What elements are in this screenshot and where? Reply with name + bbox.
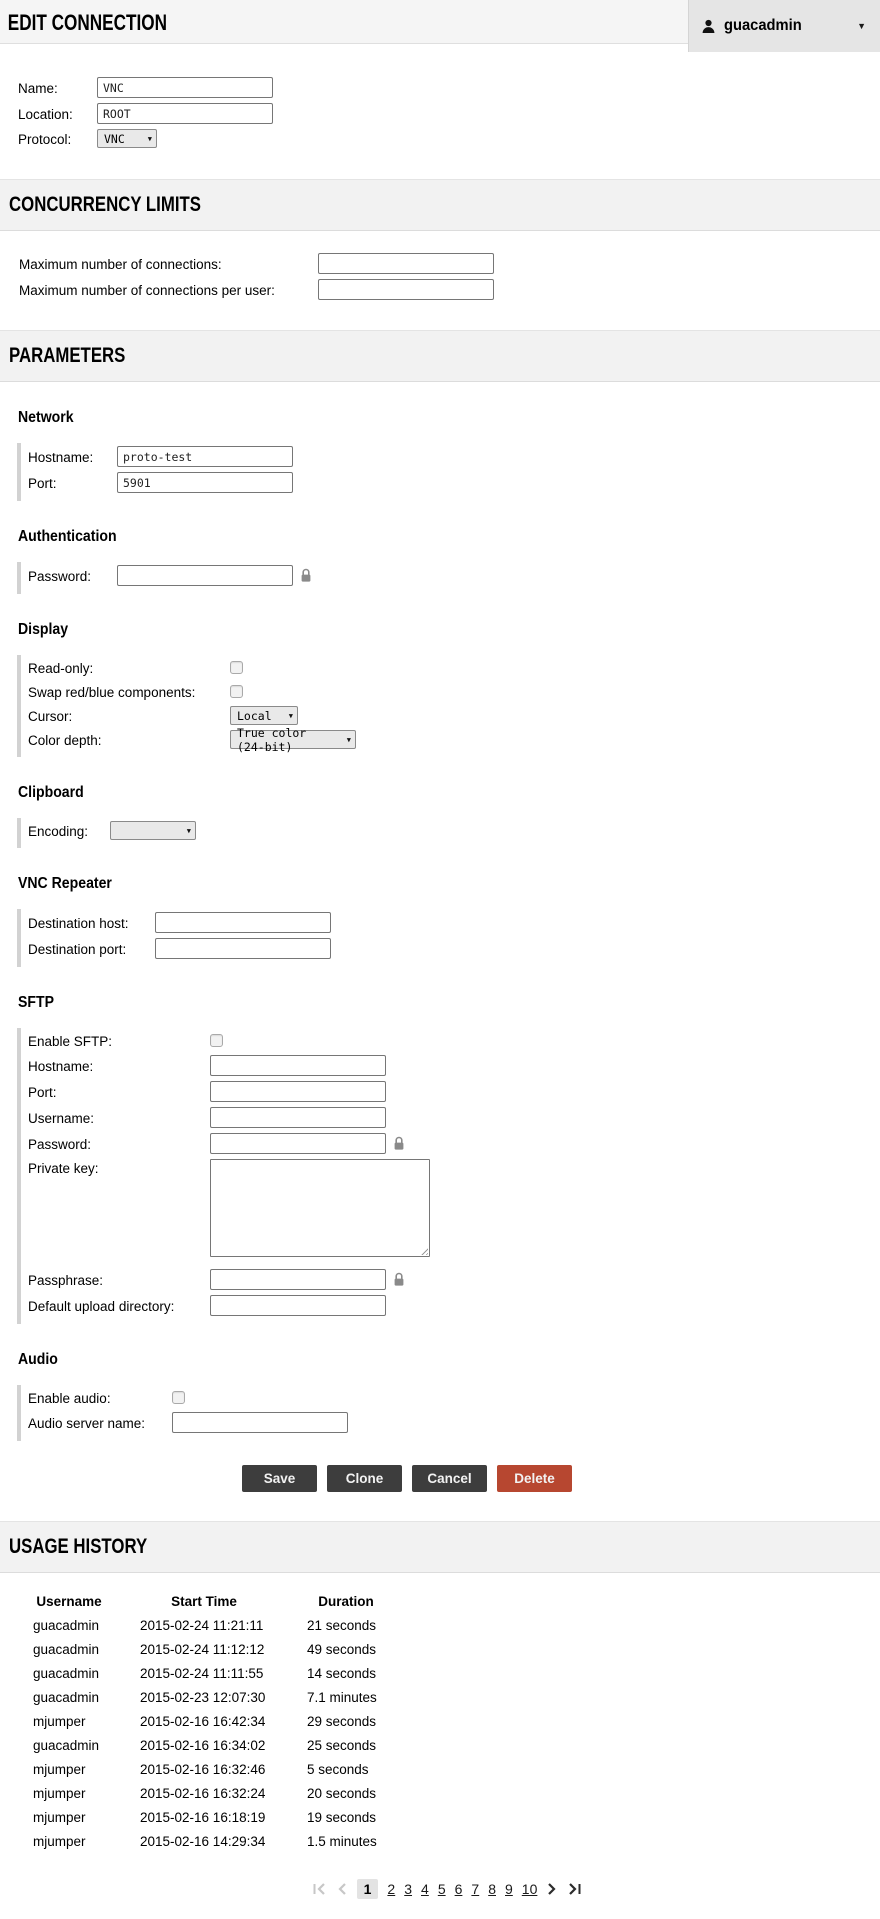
section-header-parameters <box>0 330 880 382</box>
sftp-upload-dir-label: Default upload directory: <box>28 1299 175 1314</box>
history-username-cell: guacadmin <box>33 1665 100 1681</box>
sftp-upload-dir-row <box>28 1295 880 1316</box>
cursor-label: Cursor: <box>28 709 73 724</box>
dest-port-label: Destination port: <box>28 942 127 957</box>
field-group-network <box>17 443 880 501</box>
history-duration-cell: 29 seconds <box>307 1713 377 1729</box>
pagination-next-button[interactable] <box>546 1882 558 1896</box>
history-username-cell: guacadmin <box>33 1689 100 1705</box>
section-header-usage-history <box>0 1521 880 1573</box>
password-label: Password: <box>28 569 92 584</box>
encoding-label: Encoding: <box>28 824 89 839</box>
parameters-title: PARAMETERS <box>9 344 126 367</box>
max-connections-row <box>19 253 880 274</box>
history-start-time-cell: 2015-02-16 14:29:34 <box>140 1833 266 1849</box>
lock-icon <box>393 1136 405 1151</box>
encoding-row <box>28 821 880 840</box>
hostname-input[interactable] <box>117 446 293 467</box>
last-page-icon <box>567 1882 582 1896</box>
first-page-icon <box>312 1882 327 1896</box>
dest-host-input[interactable] <box>155 912 331 933</box>
protocol-select-value: VNC <box>104 131 125 146</box>
concurrency-form <box>0 231 880 330</box>
sftp-private-key-textarea-wrap <box>210 1159 430 1257</box>
dropdown-caret-icon: ▼ <box>288 711 293 720</box>
group-heading-clipboard: Clipboard <box>18 784 84 801</box>
dest-host-row <box>28 912 880 933</box>
pagination-page-6[interactable]: 6 <box>454 1881 463 1897</box>
action-button-row <box>242 1465 880 1492</box>
dropdown-caret-icon: ▼ <box>186 826 191 835</box>
sftp-hostname-input[interactable] <box>210 1055 386 1076</box>
history-username-cell: mjumper <box>33 1713 86 1729</box>
port-row <box>28 472 880 493</box>
table-row <box>14 1613 408 1637</box>
history-duration-cell: 21 seconds <box>307 1617 377 1633</box>
dest-host-label: Destination host: <box>28 916 129 931</box>
sftp-password-row <box>28 1133 880 1154</box>
sftp-private-key-row <box>28 1159 880 1257</box>
usage-history-title: USAGE HISTORY <box>9 1535 148 1558</box>
group-heading-authentication: Authentication <box>18 528 117 545</box>
history-username-cell: mjumper <box>33 1761 86 1777</box>
user-menu[interactable] <box>688 0 880 52</box>
enable-sftp-label: Enable SFTP: <box>28 1034 113 1049</box>
table-row <box>14 1709 408 1733</box>
dropdown-caret-icon: ▼ <box>346 735 351 744</box>
user-menu-username: guacadmin <box>724 17 802 34</box>
history-duration-cell: 7.1 minutes <box>307 1689 377 1705</box>
chevron-down-icon: ▼ <box>857 21 866 31</box>
dropdown-caret-icon: ▼ <box>147 134 152 143</box>
cursor-select[interactable] <box>230 706 298 725</box>
name-label: Name: <box>18 81 58 96</box>
clone-button[interactable]: Clone <box>327 1465 402 1492</box>
section-header-concurrency <box>0 179 880 231</box>
max-connections-input[interactable] <box>318 253 494 274</box>
sftp-upload-dir-input[interactable] <box>210 1295 386 1316</box>
column-header-start-time: Start Time <box>171 1593 237 1609</box>
sftp-private-key-textarea[interactable] <box>210 1159 430 1257</box>
history-start-time-cell: 2015-02-23 12:07:30 <box>140 1689 266 1705</box>
history-username-cell: mjumper <box>33 1809 86 1825</box>
field-group-authentication <box>17 562 880 594</box>
pagination-page-8[interactable]: 8 <box>488 1881 496 1897</box>
history-start-time-cell: 2015-02-16 16:34:02 <box>140 1737 266 1753</box>
enable-sftp-checkbox[interactable] <box>210 1034 223 1047</box>
column-header-username: Username <box>36 1593 102 1609</box>
name-row <box>18 77 880 98</box>
table-row <box>14 1685 408 1709</box>
max-connections-per-user-input[interactable] <box>318 279 494 300</box>
dest-port-input[interactable] <box>155 938 331 959</box>
password-row <box>28 565 880 586</box>
location-label: Location: <box>18 107 73 122</box>
audio-server-row <box>28 1412 880 1433</box>
concurrency-title: CONCURRENCY LIMITS <box>9 193 201 216</box>
sftp-password-label: Password: <box>28 1137 92 1152</box>
pagination-page-3[interactable]: 3 <box>404 1881 413 1897</box>
delete-button[interactable]: Delete <box>497 1465 572 1492</box>
location-input[interactable] <box>97 103 273 124</box>
pagination-page-2[interactable]: 2 <box>387 1881 396 1897</box>
history-duration-cell: 49 seconds <box>307 1641 377 1657</box>
column-header-duration: Duration <box>318 1593 374 1609</box>
swap-red-blue-checkbox[interactable] <box>230 685 243 698</box>
pagination-page-4[interactable]: 4 <box>421 1881 429 1897</box>
swap-red-blue-label: Swap red/blue components: <box>28 685 196 700</box>
lock-icon <box>300 568 312 583</box>
swap-red-blue-row <box>28 682 880 701</box>
table-row <box>14 1661 408 1685</box>
sftp-hostname-label: Hostname: <box>28 1059 94 1074</box>
pagination-page-10[interactable]: 10 <box>521 1881 538 1897</box>
sftp-username-row <box>28 1107 880 1128</box>
history-start-time-cell: 2015-02-24 11:12:12 <box>140 1641 265 1657</box>
sftp-username-input[interactable] <box>210 1107 386 1128</box>
location-row <box>18 103 880 124</box>
enable-audio-row <box>28 1388 880 1407</box>
audio-server-label: Audio server name: <box>28 1416 146 1431</box>
read-only-label: Read-only: <box>28 661 94 676</box>
max-connections-per-user-row <box>19 279 880 300</box>
history-start-time-cell: 2015-02-16 16:18:19 <box>140 1809 266 1825</box>
dest-port-row <box>28 938 880 959</box>
page-header <box>0 0 880 44</box>
color-depth-select-value: True color (24-bit) <box>237 725 307 754</box>
field-group-sftp <box>17 1028 880 1324</box>
history-start-time-cell: 2015-02-24 11:21:11 <box>140 1617 264 1633</box>
name-input[interactable] <box>97 77 273 98</box>
sftp-passphrase-input[interactable] <box>210 1269 386 1290</box>
table-row <box>14 1829 408 1853</box>
protocol-select[interactable] <box>97 129 157 148</box>
field-group-clipboard <box>17 818 880 848</box>
read-only-checkbox[interactable] <box>230 661 243 674</box>
sftp-username-label: Username: <box>28 1111 95 1126</box>
connection-properties-form <box>0 44 880 179</box>
read-only-row <box>28 658 880 677</box>
cursor-select-value: Local <box>237 708 272 723</box>
enable-audio-label: Enable audio: <box>28 1391 111 1406</box>
pagination-last-button[interactable] <box>567 1882 582 1896</box>
cursor-row <box>28 706 880 725</box>
history-start-time-cell: 2015-02-16 16:42:34 <box>140 1713 266 1729</box>
pagination <box>14 1879 880 1919</box>
sftp-password-input[interactable] <box>210 1133 386 1154</box>
field-group-audio <box>17 1385 880 1441</box>
table-row <box>14 1757 408 1781</box>
protocol-label: Protocol: <box>18 132 72 147</box>
color-depth-row <box>28 725 880 754</box>
history-username-cell: guacadmin <box>33 1641 100 1657</box>
group-heading-network: Network <box>18 409 74 426</box>
history-duration-cell: 5 seconds <box>307 1761 369 1777</box>
pagination-page-1-current[interactable]: 1 <box>357 1879 379 1899</box>
encoding-select[interactable] <box>110 821 196 840</box>
field-group-display <box>17 655 880 757</box>
pagination-page-9[interactable]: 9 <box>505 1881 513 1897</box>
sftp-passphrase-label: Passphrase: <box>28 1273 104 1288</box>
history-duration-cell: 19 seconds <box>307 1809 377 1825</box>
prev-page-icon <box>336 1882 348 1896</box>
pagination-first-button <box>312 1882 327 1896</box>
sftp-private-key-label: Private key: <box>28 1161 99 1176</box>
history-duration-cell: 25 seconds <box>307 1737 377 1753</box>
lock-icon <box>393 1272 405 1287</box>
group-heading-display: Display <box>18 621 69 638</box>
table-header-row <box>14 1593 408 1613</box>
page-title: EDIT CONNECTION <box>7 10 168 35</box>
sftp-hostname-row <box>28 1055 880 1076</box>
history-duration-cell: 1.5 minutes <box>307 1833 377 1849</box>
hostname-label: Hostname: <box>28 450 94 465</box>
sftp-port-label: Port: <box>28 1085 57 1100</box>
table-row <box>14 1781 408 1805</box>
history-duration-cell: 14 seconds <box>307 1665 377 1681</box>
pagination-prev-button <box>336 1882 348 1896</box>
enable-sftp-row <box>28 1031 880 1050</box>
sftp-port-row <box>28 1081 880 1102</box>
sftp-port-input[interactable] <box>210 1081 386 1102</box>
next-page-icon <box>546 1882 558 1896</box>
group-heading-sftp: SFTP <box>18 994 54 1011</box>
group-heading-audio: Audio <box>18 1351 58 1368</box>
parameters-form <box>0 408 880 1443</box>
port-input[interactable] <box>117 472 293 493</box>
history-start-time-cell: 2015-02-16 16:32:46 <box>140 1761 266 1777</box>
table-row <box>14 1637 408 1661</box>
user-icon <box>701 19 716 34</box>
color-depth-select[interactable] <box>230 725 356 754</box>
hostname-row <box>28 446 880 467</box>
history-username-cell: mjumper <box>33 1833 86 1849</box>
group-heading-vnc-repeater: VNC Repeater <box>18 875 112 892</box>
table-row <box>14 1805 408 1829</box>
protocol-row <box>18 129 880 148</box>
port-label: Port: <box>28 476 57 491</box>
history-start-time-cell: 2015-02-24 11:11:55 <box>140 1665 264 1681</box>
history-start-time-cell: 2015-02-16 16:32:24 <box>140 1785 266 1801</box>
cancel-button[interactable]: Cancel <box>412 1465 487 1492</box>
pagination-page-5[interactable]: 5 <box>437 1881 446 1897</box>
max-connections-per-user-label: Maximum number of connections per user: <box>19 283 275 298</box>
color-depth-label: Color depth: <box>28 733 102 748</box>
max-connections-label: Maximum number of connections: <box>19 257 222 272</box>
pagination-page-7[interactable]: 7 <box>471 1881 480 1897</box>
enable-audio-checkbox[interactable] <box>172 1391 185 1404</box>
field-group-vnc-repeater <box>17 909 880 967</box>
usage-history-section <box>0 1573 880 1919</box>
history-username-cell: guacadmin <box>33 1617 100 1633</box>
history-duration-cell: 20 seconds <box>307 1785 377 1801</box>
sftp-passphrase-row <box>28 1269 880 1290</box>
save-button[interactable]: Save <box>242 1465 317 1492</box>
history-username-cell: guacadmin <box>33 1737 100 1753</box>
history-username-cell: mjumper <box>33 1785 86 1801</box>
audio-server-input[interactable] <box>172 1412 348 1433</box>
table-row <box>14 1733 408 1757</box>
password-input[interactable] <box>117 565 293 586</box>
usage-history-table <box>14 1593 408 1853</box>
